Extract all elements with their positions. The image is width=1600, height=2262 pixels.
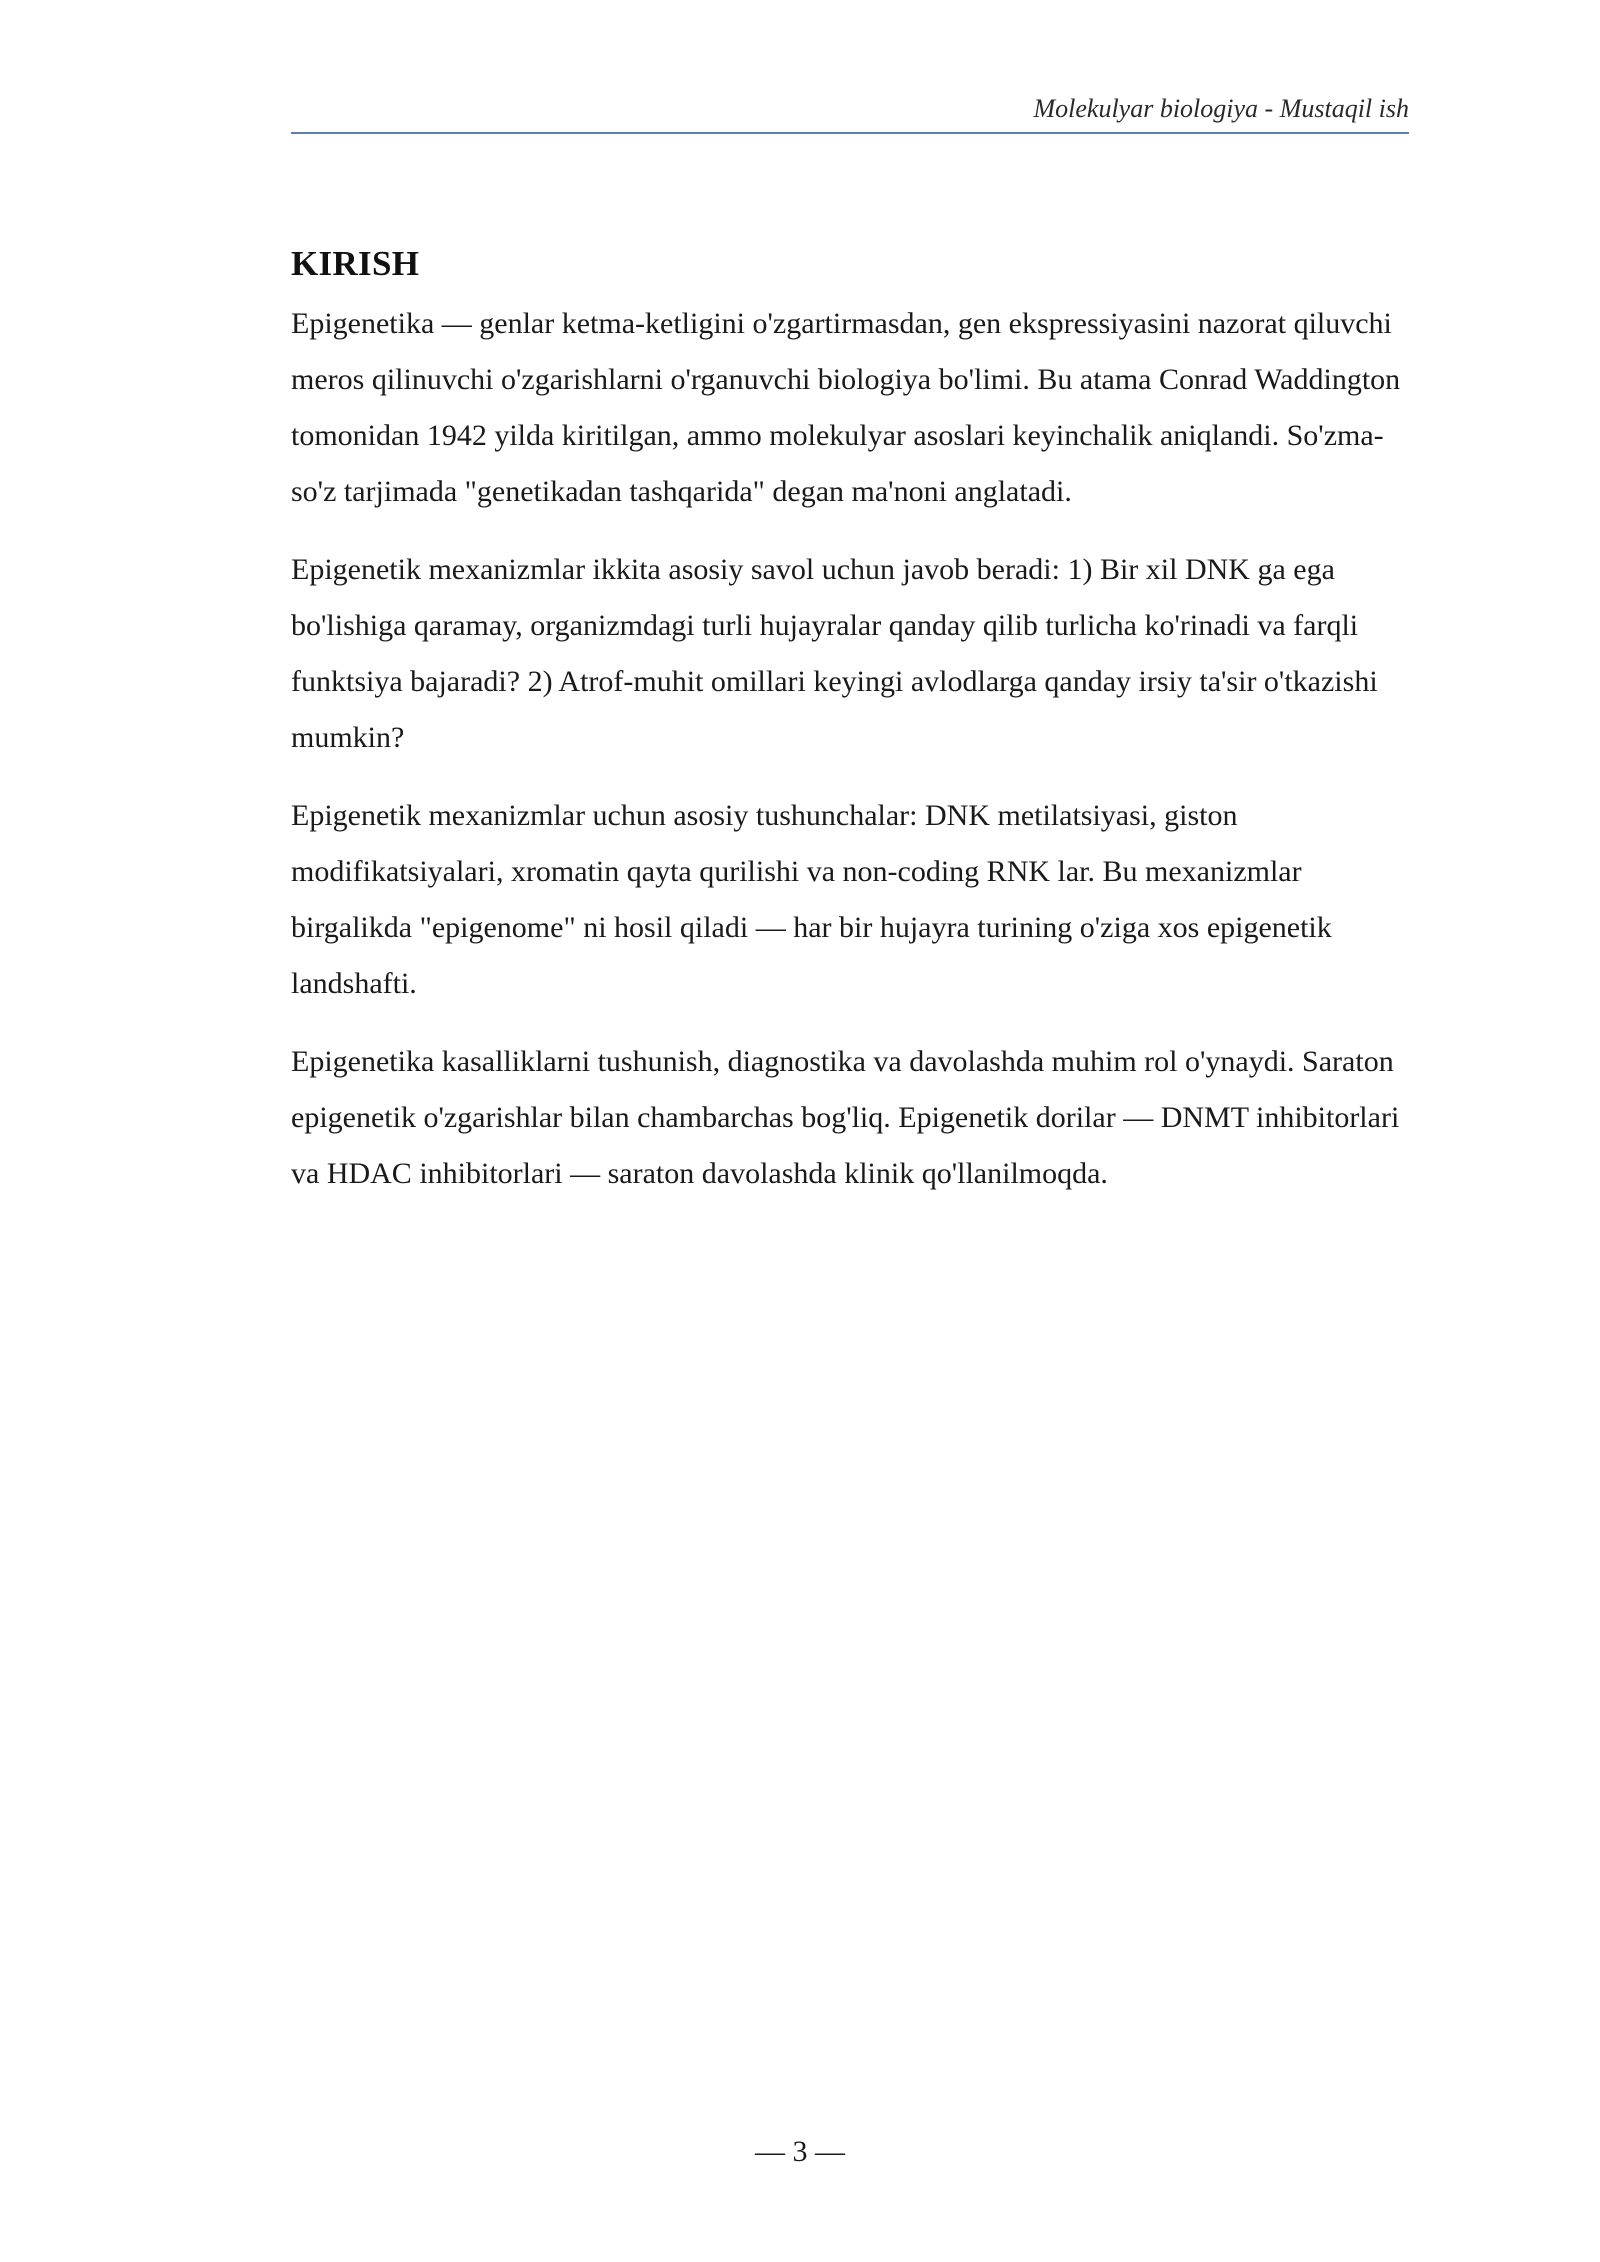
running-header-title: Molekulyar biologiya - Mustaqil ish: [1033, 94, 1409, 123]
running-header: [291, 92, 1409, 134]
paragraph-4: Epigenetika kasalliklarni tushunish, diagnostika va davolashda muhim rol o'ynaydi. Saraton epigenetik o'zgarishlar bilan chambarchas bog'liq. Epigenetik dorilar — DNMT inhibitorlari va HDAC inhibitorlari — saraton davolashda klinik qo'llanilmoqda.: [291, 1045, 1400, 1190]
page-number: — 3 —: [755, 2135, 845, 2168]
section-heading: KIRISH: [291, 244, 420, 283]
paragraph-2: Epigenetik mexanizmlar ikkita asosiy savol uchun javob beradi: 1) Bir xil DNK ga ega bo'lishiga qaramay, organizmdagi turli hujayralar qanday qilib turlicha ko'rinadi va farqli funktsiya bajaradi? 2) Atrof-muhit omillari keyingi avlodlarga qanday irsiy ta'sir o'tkazishi mumkin?: [291, 553, 1378, 754]
paragraph-1: Epigenetika — genlar ketma-ketligini o'zgartirmasdan, gen ekspressiyasini nazorat qiluvchi meros qilinuvchi o'zgarishlarni o'rganuvchi biologiya bo'limi. Bu atama Conrad Waddington tomonidan 1942 yilda kiritilgan, ammo molekulyar asoslari keyinchalik aniqlandi. So'zma-so'z tarjimada "genetikadan tashqarida" degan ma'noni anglatadi.: [291, 307, 1401, 508]
paragraph-3: Epigenetik mexanizmlar uchun asosiy tushunchalar: DNK metilatsiyasi, giston modifikatsiyalari, xromatin qayta qurilishi va non-coding RNK lar. Bu mexanizmlar birgalikda "epigenome" ni hosil qiladi — har bir hujayra turining o'ziga xos epigenetik landshafti.: [291, 799, 1332, 1000]
page-content: [291, 238, 1409, 1224]
